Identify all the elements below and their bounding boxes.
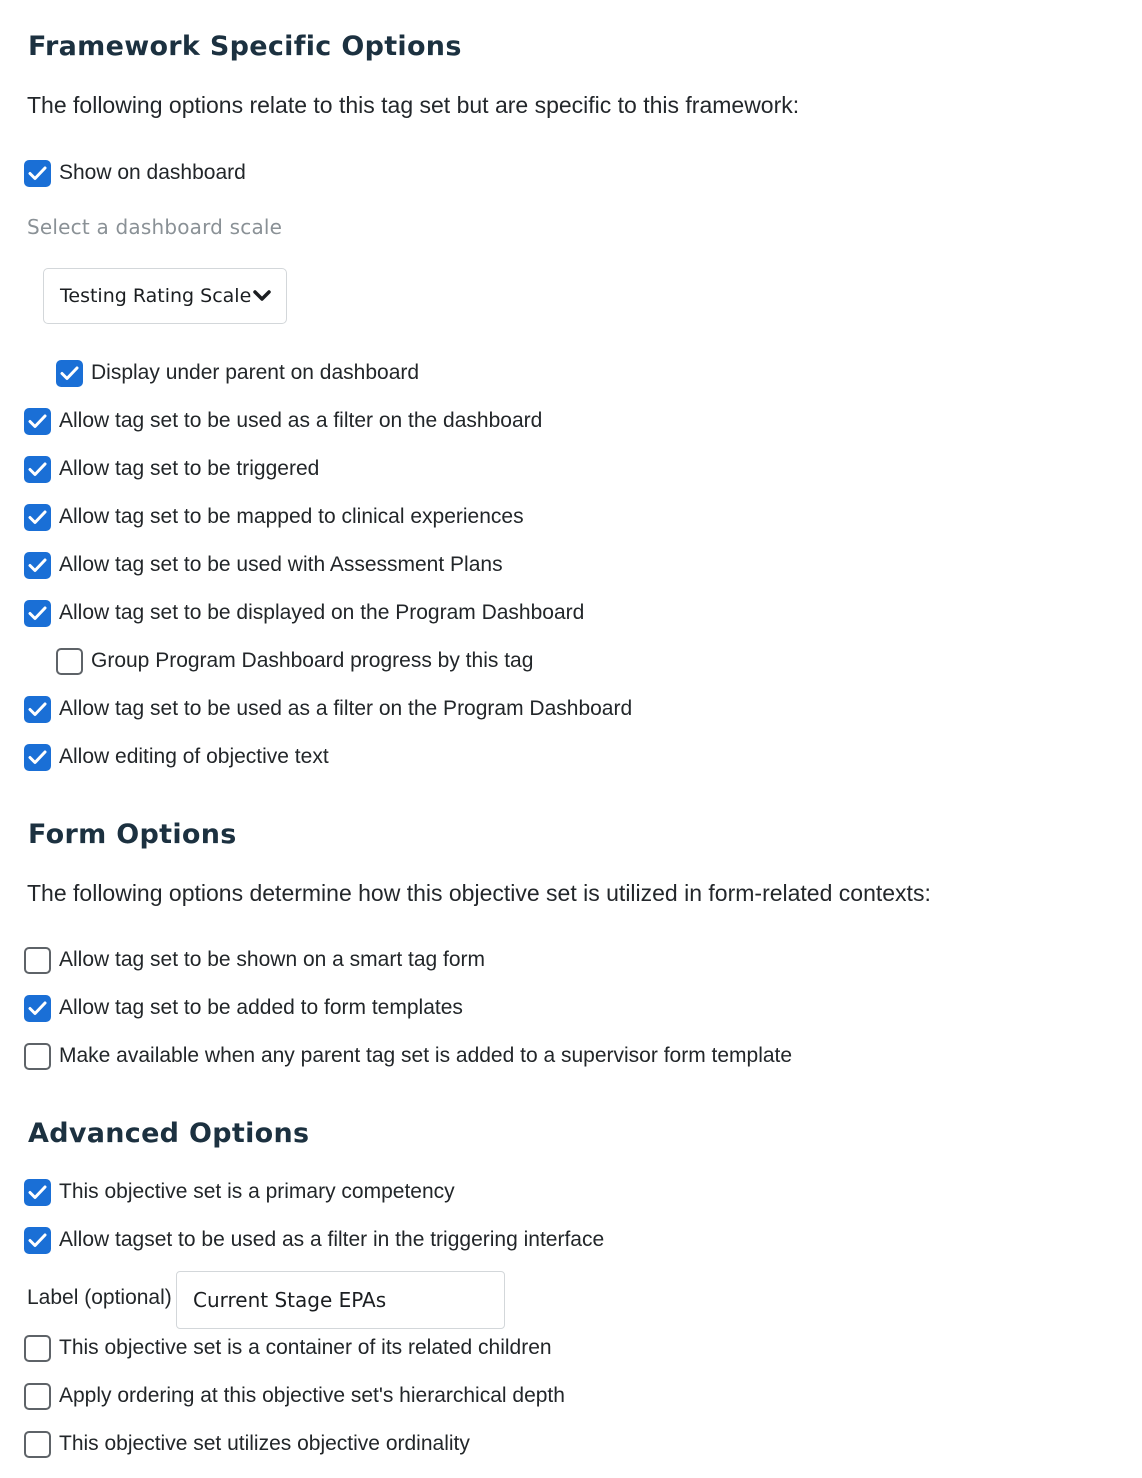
framework-option bbox=[56, 359, 419, 387]
triggered-label: Allow tag set to be triggered bbox=[59, 457, 320, 480]
container-children-checkbox[interactable] bbox=[24, 1335, 51, 1362]
primary-competency-label: This objective set is a primary competency bbox=[59, 1180, 455, 1203]
hierarchical-ordering-label: Apply ordering at this objective set's hierarchical depth bbox=[59, 1384, 565, 1407]
advanced-option bbox=[24, 1334, 552, 1362]
triggering-filter-label: Allow tagset to be used as a filter in the triggering interface bbox=[59, 1228, 605, 1251]
framework-option bbox=[24, 695, 632, 723]
label-optional-input[interactable] bbox=[176, 1271, 505, 1329]
advanced-option bbox=[24, 1226, 604, 1254]
chevron-down-icon bbox=[253, 290, 271, 302]
hierarchical-ordering-checkbox[interactable] bbox=[24, 1383, 51, 1410]
supervisor-form-checkbox[interactable] bbox=[24, 1043, 51, 1070]
show-on-dashboard-checkbox[interactable] bbox=[24, 160, 51, 187]
framework-option bbox=[24, 743, 329, 771]
display-under-parent-label: Display under parent on dashboard bbox=[91, 361, 420, 384]
container-children-label: This objective set is a container of its related children bbox=[59, 1336, 552, 1359]
framework-options-description: The following options relate to this tag set but are specific to this framework: bbox=[27, 92, 800, 118]
checkmark-icon bbox=[28, 750, 47, 765]
smart-tag-form-label: Allow tag set to be shown on a smart tag form bbox=[59, 948, 486, 971]
advanced-options-heading: Advanced Options bbox=[28, 1118, 310, 1149]
framework-option bbox=[24, 551, 503, 579]
dashboard-filter-label: Allow tag set to be used as a filter on the dashboard bbox=[59, 409, 543, 432]
dashboard-scale-value: Testing Rating Scale bbox=[60, 285, 252, 307]
form-options-description: The following options determine how this objective set is utilized in form-related contexts: bbox=[27, 880, 931, 906]
checkmark-icon bbox=[28, 1185, 47, 1200]
checkmark-icon bbox=[28, 558, 47, 573]
checkmark-icon bbox=[28, 606, 47, 621]
assessment-plans-checkbox[interactable] bbox=[24, 552, 51, 579]
edit-objective-text-checkbox[interactable] bbox=[24, 744, 51, 771]
form-templates-checkbox[interactable] bbox=[24, 995, 51, 1022]
framework-option bbox=[24, 407, 542, 435]
objective-ordinality-label: This objective set utilizes objective ordinality bbox=[59, 1432, 470, 1455]
clinical-experiences-checkbox[interactable] bbox=[24, 504, 51, 531]
assessment-plans-label: Allow tag set to be used with Assessment Plans bbox=[59, 553, 503, 576]
checkmark-icon bbox=[28, 1001, 47, 1016]
advanced-option bbox=[24, 1178, 455, 1206]
group-progress-label: Group Program Dashboard progress by this tag bbox=[91, 649, 534, 672]
dashboard-scale-label: Select a dashboard scale bbox=[27, 215, 283, 239]
show-on-dashboard-label: Show on dashboard bbox=[59, 161, 246, 184]
label-optional-label: Label (optional) bbox=[27, 1286, 172, 1309]
framework-option bbox=[24, 455, 319, 483]
checkmark-icon bbox=[28, 510, 47, 525]
triggered-checkbox[interactable] bbox=[24, 456, 51, 483]
program-dashboard-display-label: Allow tag set to be displayed on the Program Dashboard bbox=[59, 601, 585, 624]
smart-tag-form-checkbox[interactable] bbox=[24, 947, 51, 974]
group-progress-checkbox[interactable] bbox=[56, 648, 83, 675]
supervisor-form-label: Make available when any parent tag set is added to a supervisor form template bbox=[59, 1044, 793, 1067]
triggering-filter-checkbox[interactable] bbox=[24, 1227, 51, 1254]
form-option bbox=[24, 946, 485, 974]
checkmark-icon bbox=[28, 462, 47, 477]
program-dashboard-filter-checkbox[interactable] bbox=[24, 696, 51, 723]
display-under-parent-checkbox[interactable] bbox=[56, 360, 83, 387]
dashboard-scale-select[interactable] bbox=[43, 268, 287, 324]
framework-option bbox=[24, 599, 584, 627]
program-dashboard-filter-label: Allow tag set to be used as a filter on the Program Dashboard bbox=[59, 697, 633, 720]
checkmark-icon bbox=[60, 366, 79, 381]
form-option bbox=[24, 994, 463, 1022]
form-templates-label: Allow tag set to be added to form templates bbox=[59, 996, 463, 1019]
show-on-dashboard-option bbox=[24, 159, 246, 187]
checkmark-icon bbox=[28, 702, 47, 717]
form-options-heading: Form Options bbox=[28, 819, 237, 850]
primary-competency-checkbox[interactable] bbox=[24, 1179, 51, 1206]
checkmark-icon bbox=[28, 1233, 47, 1248]
objective-ordinality-checkbox[interactable] bbox=[24, 1431, 51, 1458]
dashboard-filter-checkbox[interactable] bbox=[24, 408, 51, 435]
clinical-experiences-label: Allow tag set to be mapped to clinical experiences bbox=[59, 505, 524, 528]
framework-option bbox=[24, 503, 524, 531]
program-dashboard-display-checkbox[interactable] bbox=[24, 600, 51, 627]
advanced-option bbox=[24, 1430, 470, 1458]
checkmark-icon bbox=[28, 166, 47, 181]
form-option bbox=[24, 1042, 792, 1070]
framework-options-heading: Framework Specific Options bbox=[28, 31, 462, 62]
checkmark-icon bbox=[28, 414, 47, 429]
edit-objective-text-label: Allow editing of objective text bbox=[59, 745, 329, 768]
framework-option bbox=[56, 647, 533, 675]
advanced-option bbox=[24, 1382, 565, 1410]
